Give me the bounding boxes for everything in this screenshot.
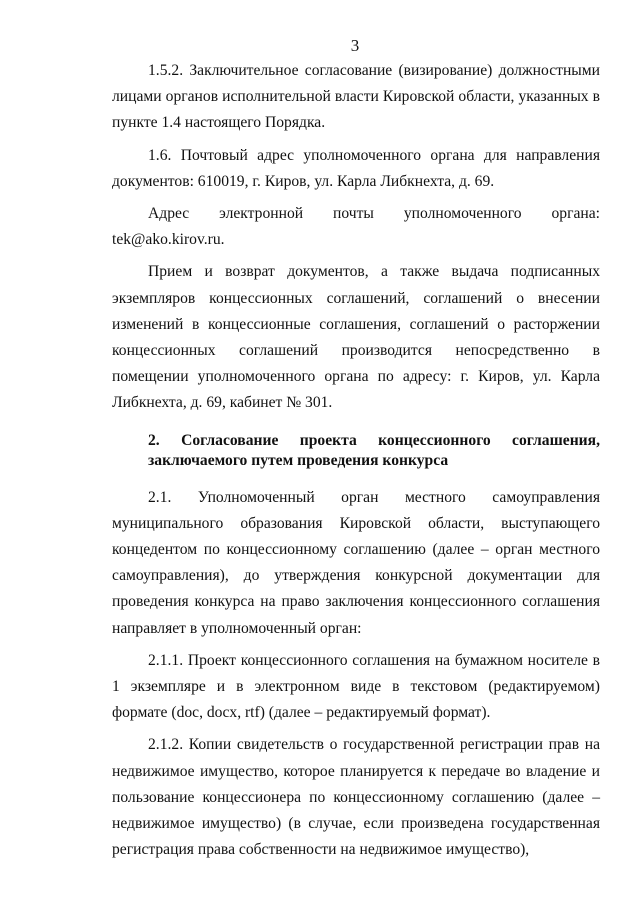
page-number: 3 [350,36,360,55]
paragraph-2-1: 2.1. Уполномоченный орган местного самоуправления муниципального образования Кировской области, выступающего концедентом по концессионному соглашению (далее – орган местного самоуправления), до утверждения конкурсной документации для проведения конкурса на право заключения концессионного соглашения направляет в уполномоченный орган: [112,488,600,637]
paragraph-2-1-2: 2.1.2. Копии свидетельств о государственной регистрации прав на недвижимое имущество, которое планируется к передаче во владение и пользование концессионера по концессионному соглашению (далее – недвижимое имущество) (в случае, если произведена государственная регистрация права собственности на недвижимое имущество), [112,736,600,859]
paragraph-1-5-2: 1.5.2. Заключительное согласование (визирование) должностными лицами органов исполнительной власти Кировской области, указанных в пункте 1.4 настоящего Порядка. [112,62,600,132]
section-heading-line2: заключаемого путем проведения конкурса [148,451,449,469]
section-heading [112,431,600,471]
paragraph-reception: Прием и возврат документов, а также выдача подписанных экземпляров концессионных соглашений, соглашений о внесении изменений в концессионные соглашения, соглашений о расторжении концессионных соглашений производится непосредственно в помещении уполномоченного органа по адресу: г. Киров, ул. Карла Либкнехта, д. 69, кабинет № 301. [112,263,600,412]
paragraph-2-1-1: 2.1.1. Проект концессионного соглашения на бумажном носителе в 1 экземпляре и в электронном виде в текстовом (редактируемом) формате (doc, docx, rtf) (далее – редактируемый формат). [112,651,600,722]
paragraph-email: Адрес электронной почты уполномоченного органа: tek@ako.kirov.ru. [112,205,600,249]
document-body [112,58,600,863]
section-heading-line1: 2. Согласование проекта концессионного соглашения, [148,431,600,449]
paragraph-1-6: 1.6. Почтовый адрес уполномоченного органа для направления документов: 610019, г. Киров, ул. Карла Либкнехта, д. 69. [112,146,600,190]
